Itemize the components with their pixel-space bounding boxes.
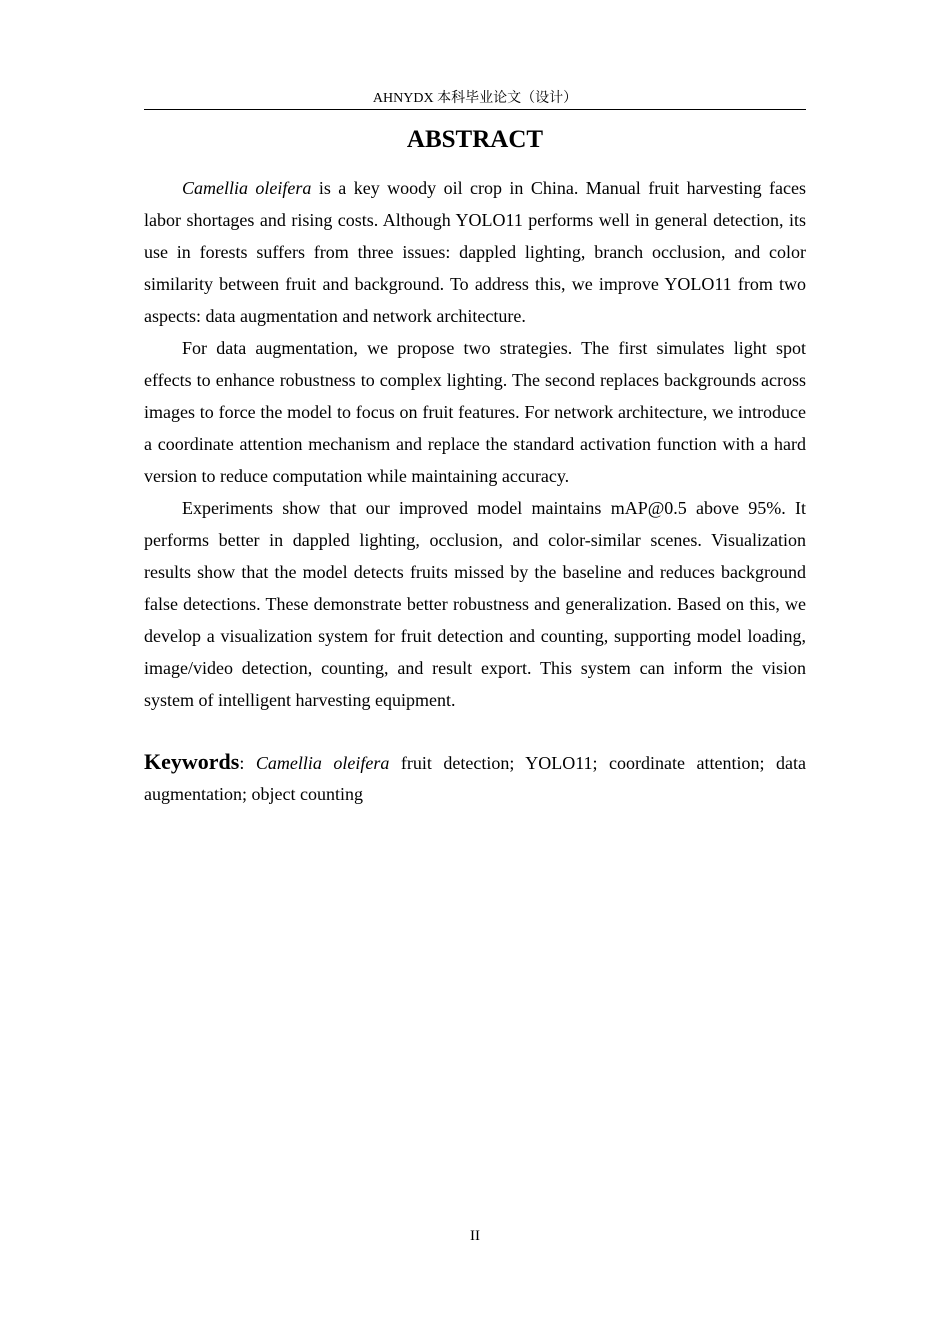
header-rule <box>144 109 806 110</box>
abstract-paragraph-2: For data augmentation, we propose two strategies. The first simulates light spot effects to enhance robustness to complex lighting. The second replaces backgrounds across images to force the model to focus on fruit features. For network architecture, we introduce a coordinate attention mechanism and replace the standard activation function with a hard version to reduce computation while maintaining accuracy. <box>144 338 806 486</box>
paragraph-1-text: is a key woody oil crop in China. Manual fruit harvesting faces labor shortages and rising costs. Although YOLO11 performs well in general detection, its use in forests suffers from three issues: dappled lighting, branch occlusion, and color similarity between fruit and background. To address this, we improve YOLO11 from two aspects: data augmentation and network architecture. <box>144 178 807 326</box>
keywords-line <box>144 746 806 810</box>
abstract-paragraph-3: Experiments show that our improved model maintains mAP@0.5 above 95%. It performs better in dappled lighting, occlusion, and color-similar scenes. Visualization results show that the model detects fruits missed by the baseline and reduces background false detections. These demonstrate better robustness and generalization. Based on this, we develop a visualization system for fruit detection and counting, supporting model loading, image/video detection, counting, and result export. This system can inform the vision system of intelligent harvesting equipment. <box>144 498 806 710</box>
page-header: AHNYDX 本科毕业论文（设计） <box>372 91 578 106</box>
keywords-list: fruit detection; YOLO11; coordinate attention; data augmentation; object counting <box>144 753 806 804</box>
abstract-paragraph-1 <box>144 172 806 332</box>
page-number: II <box>470 1228 480 1244</box>
keywords-separator: : <box>239 753 256 773</box>
keywords-label: Keywords <box>144 749 240 774</box>
keyword-species: Camellia oleifera <box>255 753 390 773</box>
abstract-title: ABSTRACT <box>406 126 544 153</box>
species-name: Camellia oleifera <box>182 178 312 198</box>
abstract-body <box>144 172 806 716</box>
